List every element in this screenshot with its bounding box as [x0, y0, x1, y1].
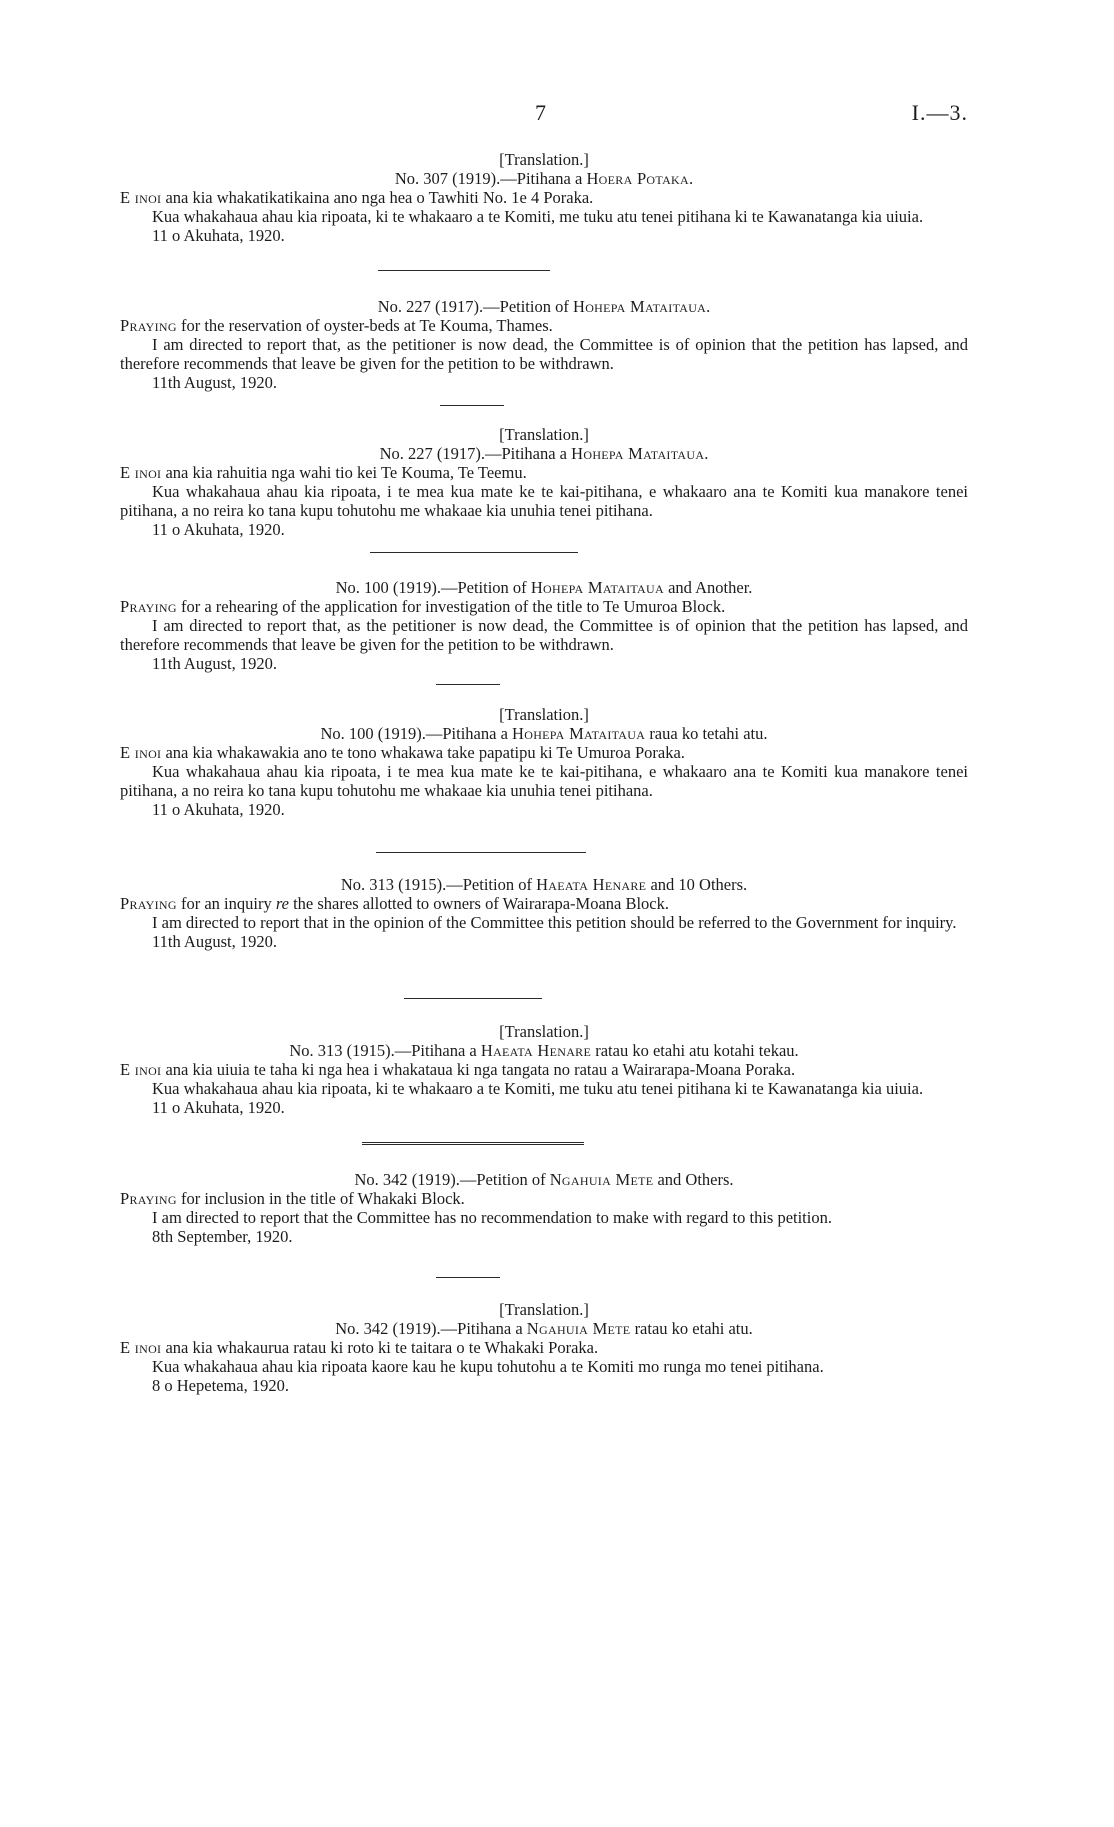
petition-section-227 — [120, 297, 968, 392]
committee-report: Kua whakahaua ahau kia ripoata, i te mea kua mate ke te kai-pitihana, e whakaaro ana te Komiti kua manakore tenei pitihana, a no reira ko tana kupu tohutohu me whakaae kia unuhia tenei pitihana. — [120, 762, 968, 800]
document-reference: I.—3. — [911, 100, 968, 125]
committee-report: Kua whakahaua ahau kia ripoata, ki te whakaaro a te Komiti, me tuku atu tenei pitihana ki te Kawanatanga kia uiuia. — [152, 207, 924, 226]
petition-title: No. 100 (1919).—Pitihana a Hohepa Mataitaua raua ko tetahi atu. — [320, 724, 768, 743]
report-date: 11th August, 1920. — [152, 654, 277, 673]
translation-heading: [Translation.] — [499, 150, 589, 169]
committee-report: I am directed to report that the Committee has no recommendation to make with regard to this petition. — [152, 1208, 832, 1227]
committee-report: I am directed to report that in the opinion of the Committee this petition should be referred to the Government for inquiry. — [152, 913, 957, 932]
report-date: 11 o Akuhata, 1920. — [152, 1098, 285, 1117]
report-date: 11th August, 1920. — [152, 373, 277, 392]
petition-title: No. 307 (1919).—Pitihana a Hoera Potaka. — [394, 169, 694, 188]
petition-prayer: Praying for inclusion in the title of Whakaki Block. — [120, 1189, 465, 1208]
page-number: 7 — [535, 100, 546, 125]
petition-title: No. 227 (1917).—Pitihana a Hohepa Mataitaua. — [379, 444, 709, 463]
petition-prayer: E inoi ana kia uiuia te taha ki nga hea i whakataua ki nga tangata no ratau a Wairarapa-Moana Poraka. — [120, 1060, 796, 1079]
petition-section-313-translation — [120, 1022, 968, 1117]
committee-report: Kua whakahaua ahau kia ripoata, ki te whakaaro a te Komiti, me tuku atu tenei pitihana ki te Kawanatanga kia uiuia. — [152, 1079, 924, 1098]
report-date: 8th September, 1920. — [152, 1227, 293, 1246]
petition-section-342-translation — [120, 1300, 968, 1395]
committee-report: I am directed to report that, as the petitioner is now dead, the Committee is of opinion that the petition has lapsed, and therefore recommends that leave be given for the petition to be withdrawn. — [120, 335, 968, 373]
petition-section-227-translation — [120, 425, 968, 539]
petition-title: No. 342 (1919).—Pitihana a Ngahuia Mete ratau ko etahi atu. — [335, 1319, 753, 1338]
petition-prayer: Praying for a rehearing of the application for investigation of the title to Te Umuroa Block. — [120, 597, 726, 616]
committee-report: I am directed to report that, as the petitioner is now dead, the Committee is of opinion that the petition has lapsed, and therefore recommends that leave be given for the petition to be withdrawn. — [120, 616, 968, 654]
petition-section-100-translation — [120, 705, 968, 819]
petition-section-342 — [120, 1170, 968, 1246]
section-divider-double — [362, 1142, 584, 1143]
petition-title: No. 342 (1919).—Petition of Ngahuia Mete and Others. — [354, 1170, 734, 1189]
section-divider — [404, 998, 542, 999]
petition-prayer: E inoi ana kia whakawakia ano te tono whakawa take papatipu ki Te Umuroa Poraka. — [120, 743, 685, 762]
report-date: 11 o Akuhata, 1920. — [152, 800, 285, 819]
petition-section-313 — [120, 875, 968, 951]
translation-heading: [Translation.] — [499, 1022, 589, 1041]
petition-title: No. 100 (1919).—Petition of Hohepa Mataitaua and Another. — [335, 578, 753, 597]
translation-heading: [Translation.] — [499, 1300, 589, 1319]
petition-prayer: E inoi ana kia rahuitia nga wahi tio kei Te Kouma, Te Teemu. — [120, 463, 527, 482]
petition-prayer: E inoi ana kia whakatikatikaina ano nga hea o Tawhiti No. 1e 4 Poraka. — [120, 188, 594, 207]
petition-title: No. 313 (1915).—Petition of Haeata Henare and 10 Others. — [340, 875, 748, 894]
committee-report: Kua whakahaua ahau kia ripoata, i te mea kua mate ke te kai-pitihana, e whakaaro ana te Komiti kua manakore tenei pitihana, a no reira ko tana kupu tohutohu me whakaae kia unuhia tenei pitihana. — [120, 482, 968, 520]
section-divider — [378, 270, 550, 271]
translation-heading: [Translation.] — [499, 425, 589, 444]
petition-title: No. 313 (1915).—Pitihana a Haeata Henare ratau ko etahi atu kotahi tekau. — [289, 1041, 799, 1060]
report-date: 11 o Akuhata, 1920. — [152, 226, 285, 245]
petition-section-100 — [120, 578, 968, 673]
report-date: 11 o Akuhata, 1920. — [152, 520, 285, 539]
petition-title: No. 227 (1917).—Petition of Hohepa Mataitaua. — [377, 297, 711, 316]
section-divider — [440, 405, 504, 406]
petition-prayer: E inoi ana kia whakaurua ratau ki roto ki te taitara o te Whakaki Poraka. — [120, 1338, 599, 1357]
translation-heading: [Translation.] — [499, 705, 589, 724]
report-date: 11th August, 1920. — [152, 932, 277, 951]
section-divider — [436, 1277, 500, 1278]
petition-prayer: Praying for an inquiry re the shares allotted to owners of Wairarapa-Moana Block. — [120, 894, 670, 913]
petition-prayer: Praying for the reservation of oyster-beds at Te Kouma, Thames. — [120, 316, 553, 335]
report-date: 8 o Hepetema, 1920. — [152, 1376, 290, 1395]
section-divider — [436, 684, 500, 685]
committee-report: Kua whakahaua ahau kia ripoata kaore kau he kupu tohutohu a te Komiti mo runga mo tenei pitihana. — [152, 1357, 824, 1376]
section-divider — [376, 852, 586, 853]
petition-section-307-translation — [120, 150, 968, 245]
section-divider — [370, 552, 578, 553]
